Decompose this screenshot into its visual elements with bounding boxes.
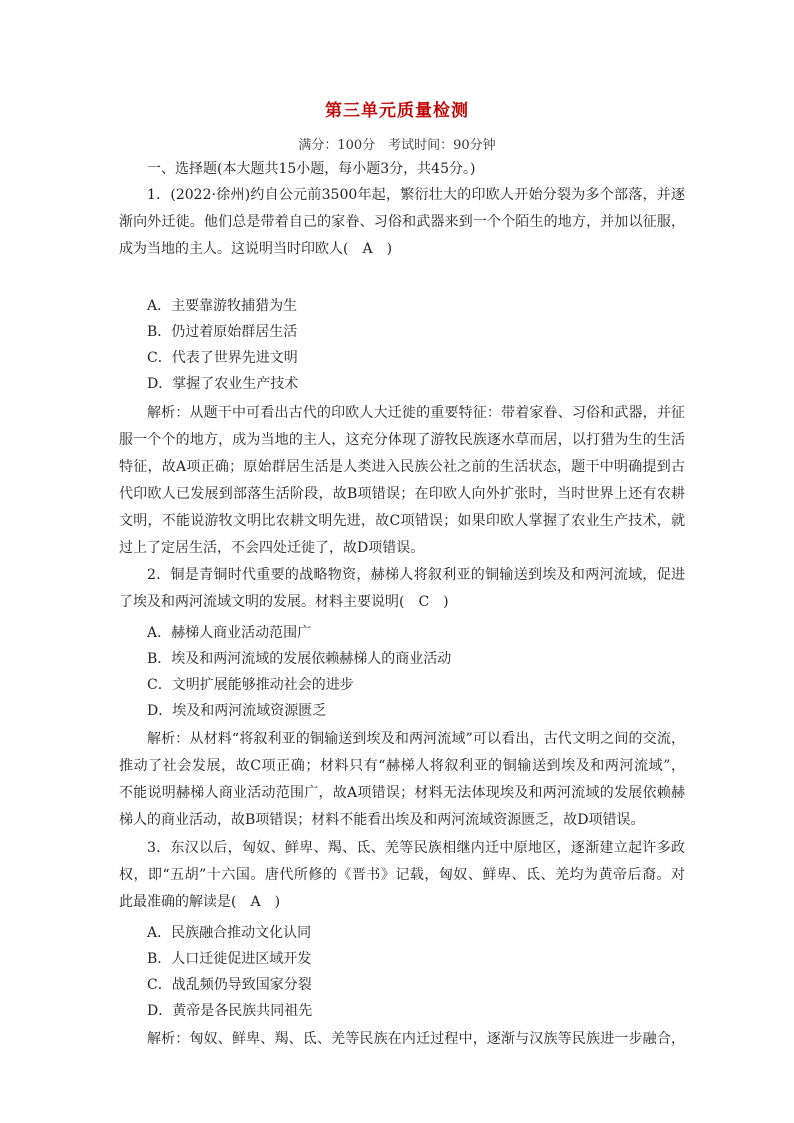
- q1-option-b: B．仍过着原始群居生活: [147, 324, 298, 340]
- q3-stem-line-3: 此最准确的解读是( A ): [119, 894, 281, 910]
- q1-stem-line-2: 渐向外迁徙。他们总是带着自己的家眷、习俗和武器来到一个个陌生的地方，并加以征服，: [119, 214, 685, 230]
- q1-analysis-line-5: 文明，不能说游牧文明比农耕文明先进，故C项错误；如果印欧人掌握了农业生产技术，就: [119, 513, 685, 529]
- page-title: 第三单元质量检测: [325, 101, 469, 121]
- q2-stem-line-1: 2．铜是青铜时代重要的战略物资，赫梯人将叙利亚的铜输送到埃及和两河流域，促进: [147, 567, 685, 583]
- q3-option-b: B．人口迁徙促进区域开发: [147, 951, 312, 967]
- q2-option-b: B．埃及和两河流域的发展依赖赫梯人的商业活动: [147, 651, 452, 667]
- q3-option-d: D．黄帝是各民族共同祖先: [147, 1003, 313, 1019]
- q1-analysis-line-2: 服一个个的地方，成为当地的主人，这充分体现了游牧民族逐水草而居，以打猎为生的生活: [119, 432, 685, 448]
- q2-analysis-line-3: 不能说明赫梯人商业活动范围广，故A项错误；材料无法体现埃及和两河流域的发展依赖赫: [119, 785, 685, 801]
- q3-option-c: C．战乱频仍导致国家分裂: [147, 977, 312, 993]
- q3-option-a: A．民族融合推动文化认同: [147, 925, 312, 941]
- q1-analysis-line-1: 解析：从题干中可看出古代的印欧人大迁徙的重要特征：带着家眷、习俗和武器，并征: [147, 405, 685, 421]
- q3-stem-line-2: 权，即“五胡”十六国。唐代所修的《晋书》记载，匈奴、鲜卑、氐、羌均为黄帝后裔。对: [119, 867, 685, 883]
- section-heading: 一、选择题(本大题共15小题，每小题3分，共45分。): [147, 161, 476, 177]
- q1-option-d: D．掌握了农业生产技术: [147, 376, 299, 392]
- q1-option-a: A．主要靠游牧捕猎为生: [147, 298, 298, 314]
- q1-stem-line-1: 1．(2022·徐州)约自公元前3500年起，繁衍壮大的印欧人开始分裂为多个部落，并逐: [147, 187, 685, 203]
- q1-stem-line-3: 成为当地的主人。这说明当时印欧人( A ): [119, 241, 393, 257]
- exam-info: 满分：100分 考试时间：90分钟: [298, 138, 496, 153]
- q3-analysis-line-1: 解析：匈奴、鲜卑、羯、氐、羌等民族在内迁过程中，逐渐与汉族等民族进一步融合，: [147, 1031, 685, 1047]
- q1-analysis-line-6: 过上了定居生活，不会四处迁徙了，故D项错误。: [119, 540, 425, 556]
- q2-option-d: D．埃及和两河流域资源匮乏: [147, 703, 327, 719]
- q2-option-a: A．赫梯人商业活动范围广: [147, 625, 312, 641]
- q2-option-c: C．文明扩展能够推动社会的进步: [147, 677, 354, 693]
- q2-analysis-line-1: 解析：从材料“将叙利亚的铜输送到埃及和两河流域”可以看出，古代文明之间的交流，: [147, 731, 685, 747]
- q1-option-c: C．代表了世界先进文明: [147, 350, 298, 366]
- q1-analysis-line-3: 特征，故A项正确；原始群居生活是人类进入民族公社之前的生活状态，题干中明确提到古: [119, 459, 685, 475]
- q1-analysis-line-4: 代印欧人已发展到部落生活阶段，故B项错误；在印欧人向外扩张时，当时世界上还有农耕: [119, 486, 685, 502]
- q2-analysis-line-2: 推动了社会发展，故C项正确；材料只有“赫梯人将叙利亚的铜输送到埃及和两河流域”，: [119, 758, 685, 774]
- q3-stem-line-1: 3．东汉以后，匈奴、鲜卑、羯、氐、羌等民族相继内迁中原地区，逐渐建立起许多政: [147, 840, 685, 856]
- q2-analysis-line-4: 梯人的商业活动，故B项错误；材料不能看出埃及和两河流域资源匮乏，故D项错误。: [119, 812, 645, 828]
- q2-stem-line-2: 了埃及和两河流域文明的发展。材料主要说明( C ): [119, 594, 449, 610]
